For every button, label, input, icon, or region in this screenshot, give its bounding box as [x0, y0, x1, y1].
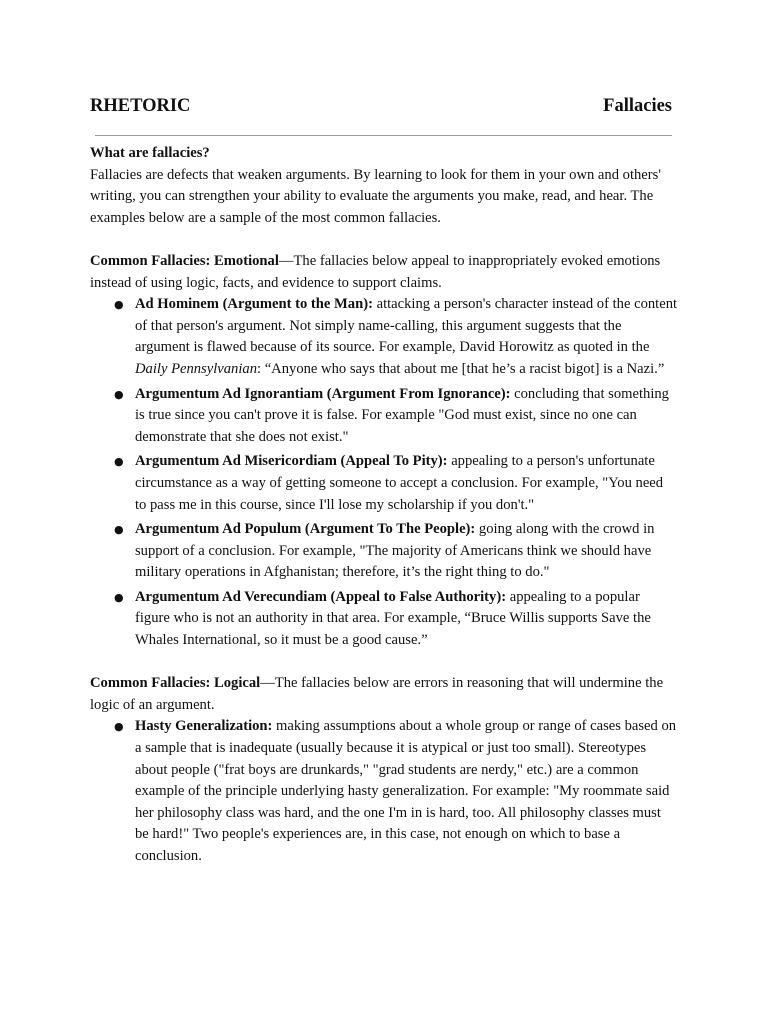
list-item [90, 587, 678, 652]
document-title: RHETORIC [90, 96, 191, 116]
document-topic: Fallacies [603, 96, 672, 116]
logical-intro-text: —The fallacies below are errors in reasoning that will undermine the logic of an argument. [90, 675, 664, 713]
emotional-heading: Common Fallacies: Emotional [90, 252, 279, 269]
fallacy-description: appealing to a popular figure who is not an authority in that area. For example, “Bruce Willis supports Save the Whales International, so it must be a good cause.” [135, 588, 651, 649]
list-item [90, 716, 678, 867]
fallacy-term: Argumentum Ad Populum (Argument To The People): [135, 521, 476, 538]
bullet-icon: ● [114, 720, 124, 734]
document-body [90, 143, 678, 868]
bullet-icon: ● [114, 523, 124, 537]
fallacy-description: going along with the crowd in support of a conclusion. For example, "The majority of Americans think we should have military operations in Afghanistan; therefore, it’s the right thing to do." [135, 521, 655, 581]
bullet-icon: ● [114, 387, 124, 401]
intro-paragraph: Fallacies are defects that weaken arguments. By learning to look for them in your own and others' writing, you can strengthen your ability to evaluate the arguments you make, read, and hear. The examples below are a sample of the most common fallacies. [90, 166, 661, 226]
bullet-icon: ● [114, 298, 124, 312]
bullet-icon: ● [114, 590, 124, 604]
fallacy-term: Hasty Generalization: [135, 718, 273, 735]
fallacy-description: making assumptions about a whole group or range of cases based on a sample that is inadequate (usually because it is atypical or just too small). Stereotypes about people ("frat boys are drunkards," "grad students are nerdy," etc.) are a common example of the principle underlying hasty generalization. For example: "My roommate said her philosophy class was hard, and the one I'm in is hard, too. All philosophy classes must be hard!" Two people's experiences are, in this case, not enough on which to base a conclusion. [135, 718, 677, 864]
header-divider [95, 135, 672, 136]
fallacy-description: appealing to a person's unfortunate circumstance as a way of getting someone to accept a conclusion. For example, "You need to pass me in this course, since I'll lose my scholarship if you don't." [135, 453, 664, 513]
emotional-fallacy-list [90, 294, 678, 652]
list-item [90, 451, 678, 516]
fallacy-description: attacking a person's character instead of the content of that person's argument. Not simply name-calling, this argument suggests that the argument is flawed because of its source. For example, David Horowitz as quoted in the [135, 296, 678, 356]
logical-fallacy-list [90, 716, 678, 867]
fallacy-term: Argumentum Ad Verecundiam (Appeal to False Authority): [135, 588, 507, 605]
bullet-icon: ● [114, 455, 124, 469]
document-header [90, 94, 672, 118]
logical-heading: Common Fallacies: Logical [90, 675, 261, 692]
logical-section-intro [90, 673, 678, 716]
list-item [90, 384, 678, 449]
publication-title: Daily Pennsylvanian [135, 360, 257, 377]
fallacy-description: concluding that something is true since you can't prove it is false. For example "God must exist, since no one can demonstrate that she does not exist." [135, 385, 669, 445]
fallacy-term: Argumentum Ad Misericordiam (Appeal To Pity): [135, 453, 448, 470]
fallacy-term: Ad Hominem (Argument to the Man): [135, 296, 373, 313]
fallacy-description-end: : “Anyone who says that about me [that he’s a racist bigot] is a Nazi.” [257, 360, 665, 377]
intro-question: What are fallacies? [90, 145, 210, 161]
fallacy-term: Argumentum Ad Ignorantiam (Argument From Ignorance): [135, 385, 511, 402]
list-item [90, 294, 678, 380]
list-item [90, 519, 678, 584]
emotional-intro-text: —The fallacies below appeal to inappropriately evoked emotions instead of using logic, facts, and evidence to support claims. [90, 252, 661, 291]
emotional-section-intro [90, 251, 678, 294]
